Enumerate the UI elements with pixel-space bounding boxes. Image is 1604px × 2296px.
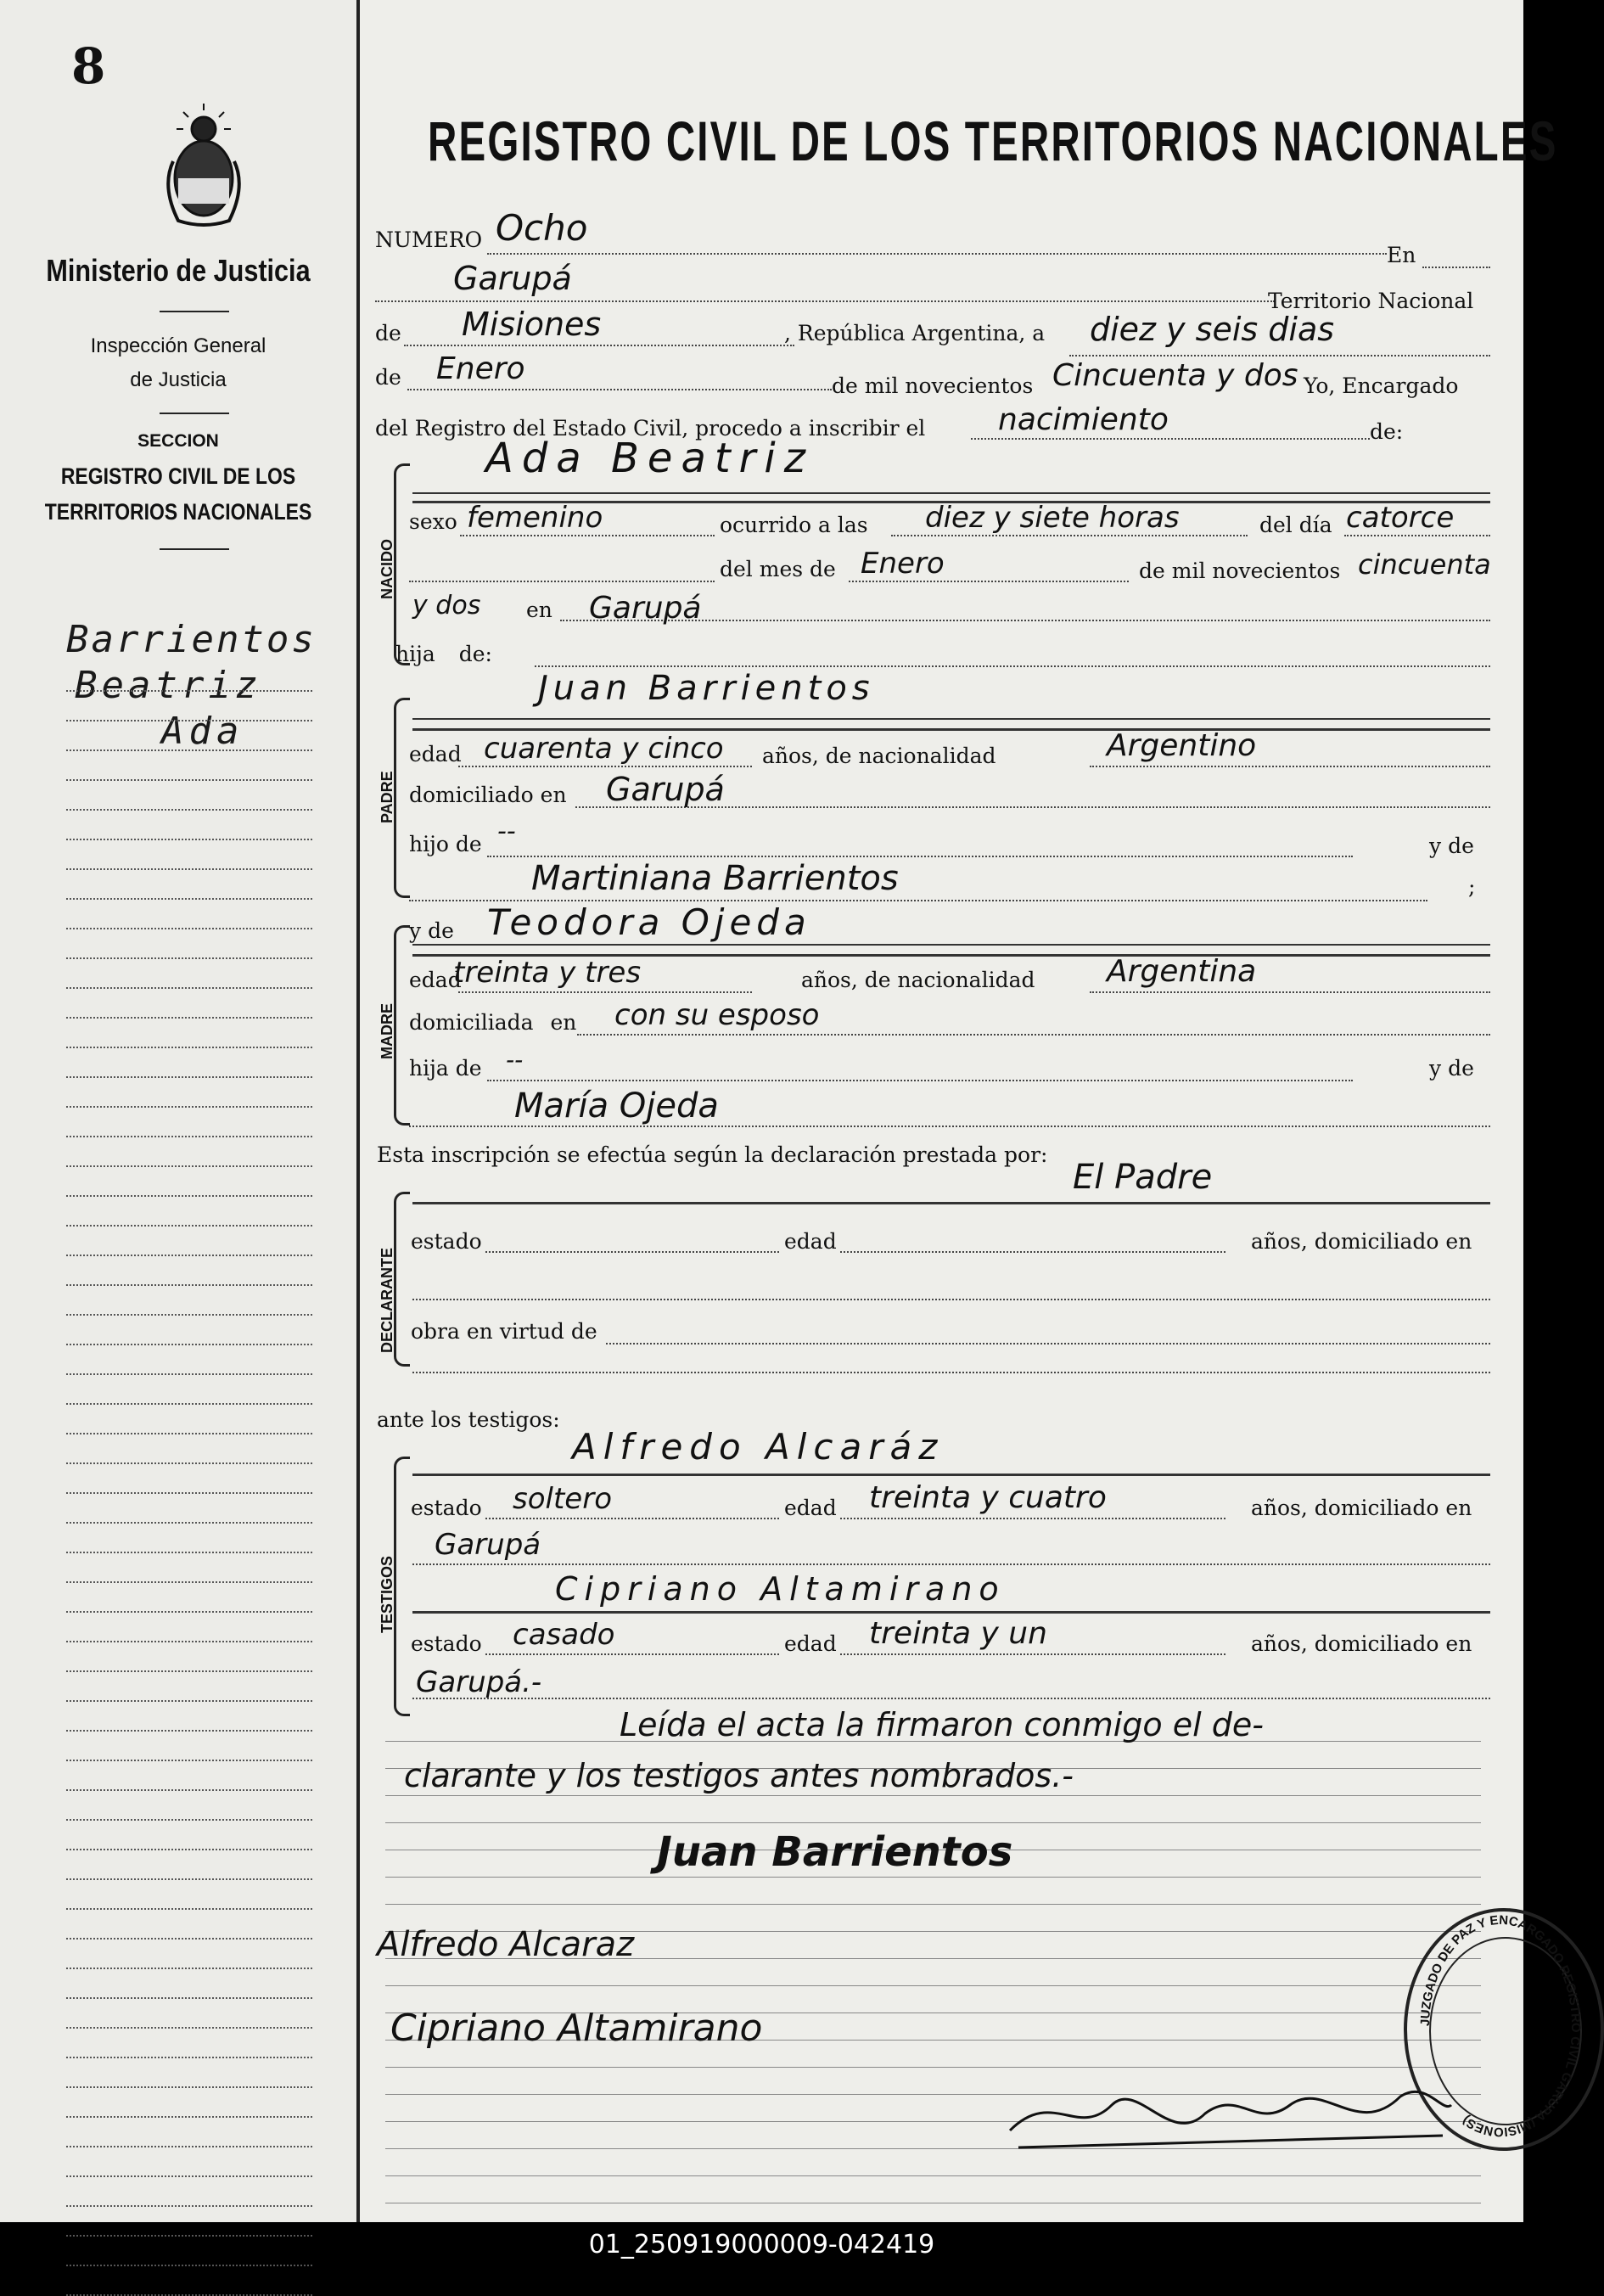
- madre-hija-label: hija de: [409, 1056, 482, 1081]
- inspection-line-1: Inspección General: [90, 334, 266, 357]
- sidebar-given-name-2: Ada: [161, 710, 244, 753]
- mil-nov-label: de mil novecientos: [1139, 559, 1341, 583]
- padre-edad-value: cuarenta y cinco: [484, 732, 724, 766]
- coat-of-arms-icon: [153, 102, 255, 229]
- hija-de-colon: de:: [458, 642, 492, 666]
- testigo2-dom: Garupá.-: [416, 1665, 542, 1699]
- declarante-edad-label: edad: [784, 1229, 837, 1254]
- testigo2-nombre: Cipriano Altamirano: [555, 1570, 1006, 1608]
- y-de-madre-label: y de: [409, 918, 454, 943]
- closing-line-1: Leída el acta la firmaron conmigo el de-: [620, 1706, 1264, 1743]
- testigo2-edad-label: edad: [784, 1631, 837, 1656]
- fill-line: [840, 1518, 1225, 1519]
- testigo1-anos-dom-label: años, domiciliado en: [1251, 1496, 1472, 1520]
- en-label: En: [1387, 243, 1416, 267]
- fill-line: [458, 991, 752, 993]
- declarante-side-label: DECLARANTE: [379, 1248, 395, 1353]
- encargado-label: Yo, Encargado: [1304, 373, 1459, 398]
- domiciliad-text: domiciliad: [409, 1010, 521, 1035]
- rule-line: [412, 944, 1490, 946]
- fill-line: [458, 766, 752, 767]
- registry-line-1: REGISTRO CIVIL DE LOS: [60, 463, 296, 489]
- padre-anos-label: años, de nacionalidad: [762, 744, 996, 768]
- seal-text: JUZGADO DE PAZ Y ENCARGADO REGISTRO CIVIL GARUPA (MISIONES): [1417, 1912, 1584, 2140]
- republica-label: , República Argentina, a: [784, 321, 1046, 345]
- declarante-estado-label: estado: [411, 1229, 482, 1254]
- hora-value: diez y siete horas: [925, 501, 1180, 535]
- testigo2-edad: treinta y un: [869, 1616, 1047, 1651]
- hija-suffix: a: [422, 642, 435, 666]
- padre-nac-value: Argentino: [1107, 728, 1257, 763]
- fill-line: [891, 535, 1248, 536]
- divider: [160, 413, 229, 414]
- numero-label: NUMERO: [375, 227, 483, 252]
- sidebar-column: [0, 0, 360, 2222]
- madre-nac-value: Argentina: [1107, 954, 1257, 989]
- en-label-2: en: [526, 598, 552, 622]
- hija-de-label: [395, 642, 492, 666]
- encargado-signature-icon: [1001, 2054, 1460, 2156]
- madre-edad-label: edad: [409, 968, 462, 992]
- anio-label: de mil novecientos: [832, 373, 1034, 398]
- divider: [160, 311, 229, 312]
- testigo1-nombre: Alfredo Alcaráz: [572, 1426, 945, 1468]
- madre-dom-value: con su esposo: [614, 998, 820, 1032]
- padre-madre-value: Martiniana Barrientos: [531, 859, 899, 898]
- anio-value: Cincuenta y dos: [1052, 358, 1298, 393]
- fill-line: [1422, 267, 1490, 268]
- y-de-label: y de: [1429, 834, 1474, 858]
- domiciliada-suffix: a: [520, 1010, 534, 1035]
- page-number: 8: [71, 37, 106, 95]
- dia-nac-value: catorce: [1346, 501, 1455, 535]
- testigo2-anos-dom-label: años, domiciliado en: [1251, 1631, 1472, 1656]
- fill-line: [1344, 535, 1490, 536]
- fill-line: [409, 1126, 1490, 1127]
- numero-value: Ocho: [496, 207, 588, 249]
- obra-label: obra en virtud de: [411, 1319, 597, 1344]
- nombre-value: Ada Beatriz: [485, 435, 814, 482]
- ministry-heading: Ministerio de Justicia: [46, 253, 311, 288]
- nacido-side-label: NACIDO: [379, 539, 395, 599]
- fill-line: [375, 300, 1275, 302]
- fill-line: [412, 1698, 1490, 1699]
- fill-line: [840, 1653, 1225, 1655]
- rule-line: [412, 1611, 1490, 1614]
- madre-hija-value: --: [506, 1046, 524, 1074]
- testigo1-edad: treinta y cuatro: [869, 1480, 1107, 1515]
- signature-cipriano-altamirano: Cipriano Altamirano: [390, 2007, 763, 2050]
- padre-dom-label: domiciliado en: [409, 783, 567, 807]
- fill-line: [577, 1034, 1490, 1036]
- testigo1-estado: soltero: [513, 1482, 612, 1516]
- inspection-line-2: de Justicia: [130, 368, 227, 391]
- footer-document-id: 01_250919000009-042419: [588, 2230, 935, 2260]
- fill-line: [412, 1563, 1490, 1565]
- fill-line: [535, 665, 1490, 667]
- anio-nac-value: cincuenta: [1358, 548, 1491, 581]
- page-title: REGISTRO CIVIL DE LOS TERRITORIOS NACIONALES: [428, 109, 1558, 172]
- fill-line: [1090, 991, 1490, 993]
- closing-line-2: clarante y los testigos antes nombrados.-: [404, 1757, 1074, 1794]
- sidebar-surname: Barrientos: [66, 618, 317, 661]
- fill-line: [606, 1343, 1490, 1344]
- testigo1-edad-label: edad: [784, 1496, 837, 1520]
- fill-line: [409, 581, 715, 582]
- mes-nac-value: Enero: [861, 547, 945, 581]
- fill-line: [849, 581, 1129, 582]
- fill-line: [487, 253, 1387, 255]
- madre-side-label: MADRE: [379, 1003, 395, 1059]
- registro-label: del Registro del Estado Civil, procedo a inscribir el: [375, 416, 926, 441]
- del-dia-label: del día: [1259, 513, 1332, 537]
- fill-line: [487, 856, 1353, 857]
- acto-value: nacimiento: [998, 402, 1169, 437]
- testigo2-estado: casado: [513, 1618, 615, 1652]
- fill-line: [485, 1251, 779, 1253]
- padre-dom-value: Garupá: [606, 771, 725, 808]
- lugar-nac-value: Garupá: [589, 591, 702, 626]
- semicolon: ;: [1468, 874, 1476, 899]
- rule-line: [412, 718, 1490, 720]
- rule-line: [412, 1474, 1490, 1476]
- de-label: de: [375, 321, 401, 345]
- declarante-value: El Padre: [1073, 1158, 1213, 1197]
- declarante-anos-dom-label: años, domiciliado en: [1251, 1229, 1472, 1254]
- territorio-label: Territorio Nacional: [1268, 289, 1474, 313]
- testigos-side-label: TESTIGOS: [379, 1555, 395, 1633]
- section-label: SECCION: [137, 431, 219, 451]
- mes-prefix: de: [375, 365, 401, 390]
- madre-madre-value: María Ojeda: [514, 1086, 719, 1126]
- ocurrido-label: ocurrido a las: [720, 513, 868, 537]
- fill-line: [971, 438, 1370, 440]
- ante-testigos-label: ante los testigos:: [377, 1407, 560, 1432]
- rule-line: [412, 728, 1490, 731]
- fill-line: [1090, 766, 1490, 767]
- signature-alfredo-alcaraz: Alfredo Alcaraz: [377, 1925, 635, 1964]
- sexo-value: femenino: [467, 501, 603, 535]
- mes-value: Enero: [436, 351, 525, 386]
- fill-line: [485, 1518, 779, 1519]
- dia-value: diez y seis dias: [1090, 311, 1335, 348]
- madre-anos-label: años, de nacionalidad: [801, 968, 1035, 992]
- madre-nombre: Teodora Ojeda: [487, 901, 811, 943]
- testigo2-estado-label: estado: [411, 1631, 482, 1656]
- de-colon-label: de:: [1370, 419, 1404, 444]
- testigo1-dom: Garupá: [435, 1528, 541, 1562]
- divider: [160, 548, 229, 550]
- territorio-value: Misiones: [462, 306, 602, 343]
- anio-nac-value-2: y dos: [412, 591, 481, 620]
- fill-line: [407, 389, 832, 390]
- fill-line: [487, 1080, 1353, 1081]
- registry-form: [360, 0, 1584, 2222]
- fill-line: [460, 535, 715, 536]
- registry-line-2: TERRITORIOS NACIONALES: [44, 499, 312, 525]
- sidebar-ruled-lines: [66, 662, 312, 2296]
- fill-line: [485, 1653, 779, 1655]
- declaracion-label: Esta inscripción se efectúa según la declaración prestada por:: [377, 1142, 1048, 1167]
- fill-line: [1069, 355, 1490, 356]
- rule-line: [412, 1202, 1490, 1204]
- en-text: en: [550, 1010, 577, 1035]
- testigo1-estado-label: estado: [411, 1496, 482, 1520]
- y-de-label-2: y de: [1429, 1056, 1474, 1081]
- fill-line: [412, 1299, 1490, 1300]
- padre-side-label: PADRE: [379, 771, 395, 823]
- fill-line: [404, 345, 794, 346]
- del-mes-label: del mes de: [720, 557, 836, 581]
- fill-line: [412, 1372, 1490, 1373]
- padre-edad-label: edad: [409, 742, 462, 766]
- sidebar-given-name-1: Beatriz: [75, 664, 262, 707]
- madre-edad-value: treinta y tres: [453, 956, 642, 990]
- sexo-label: sexo: [409, 509, 457, 534]
- padre-hijo-value: --: [497, 817, 516, 846]
- fill-line: [840, 1251, 1225, 1253]
- signature-juan-barrientos: Juan Barrientos: [657, 1828, 1013, 1876]
- hij-text: hij: [395, 642, 423, 666]
- madre-dom-label: [409, 1010, 576, 1035]
- lugar-value: Garupá: [453, 260, 572, 297]
- padre-hijo-label: hijo de: [409, 832, 482, 856]
- padre-nombre: Juan Barrientos: [538, 669, 875, 708]
- rule-line: [412, 492, 1490, 494]
